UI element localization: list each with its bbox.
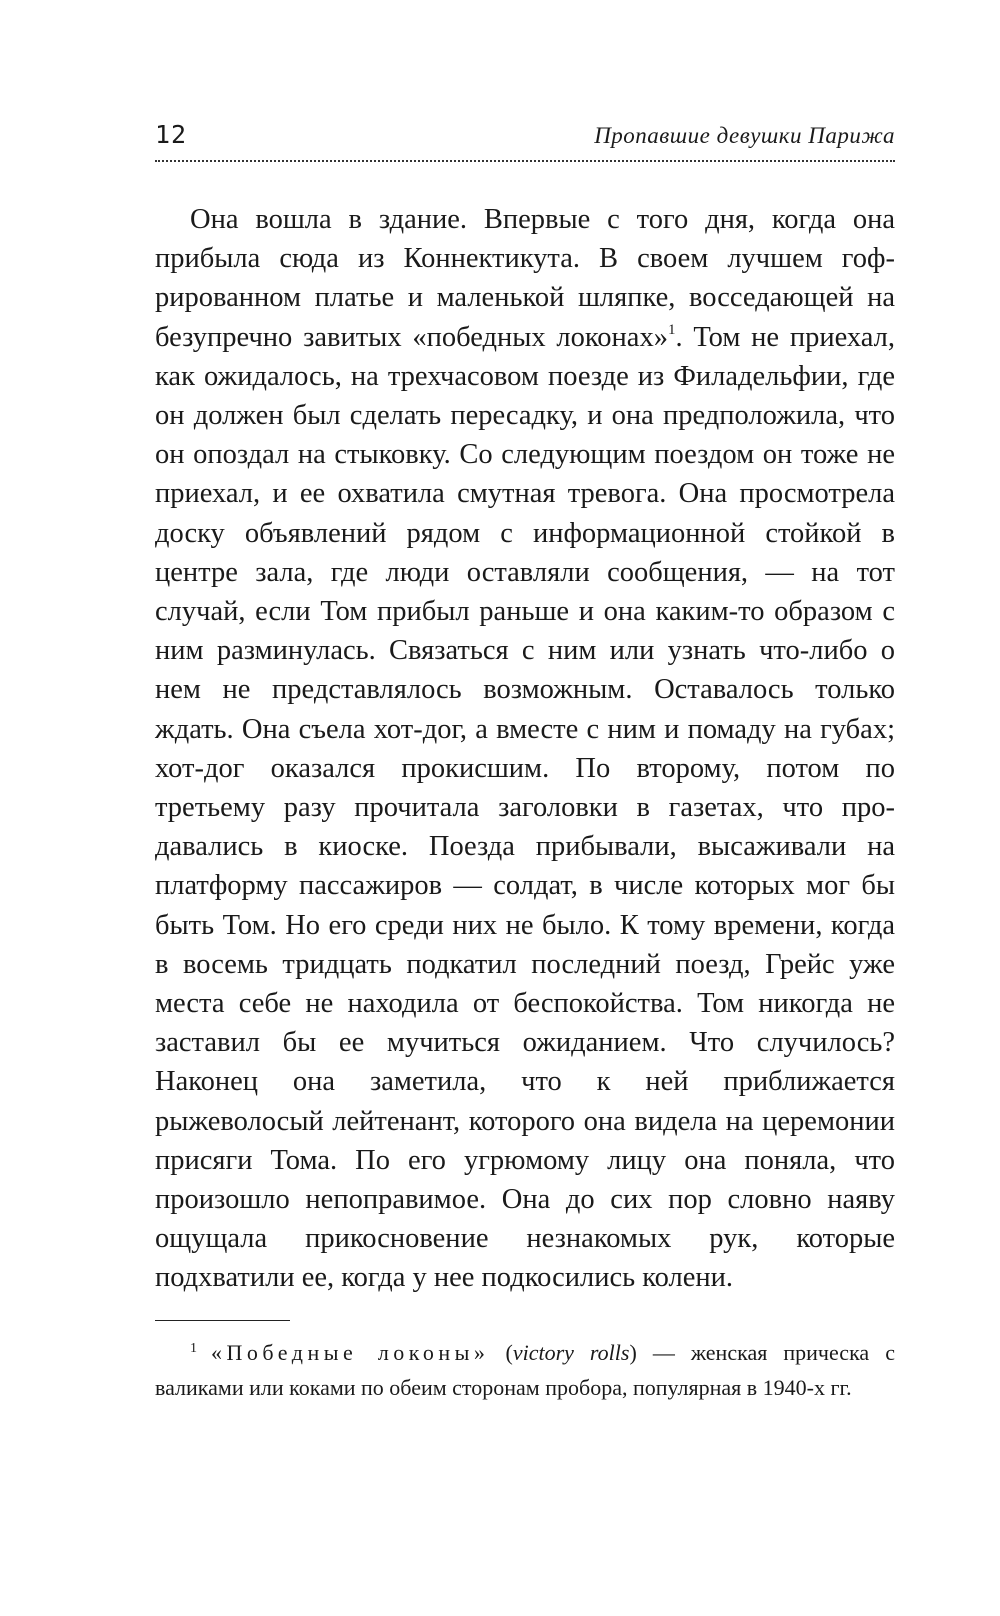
running-title: Пропавшие девушки Парижа <box>594 123 895 148</box>
body-text-part-2: . Том не приехал, как ожидалось, на трехчасовом поезде из Филадельфии, где он должен был сделать пересадку, и она предположила, что он опоздал на стыковку. Со следующим поездом он тоже не приехал, и ее охватила смутная тревога. Она просмотрела доску объявлений рядом с информационной стойкой в центре зала, где люди оставляли сообщения, — на тот случай, если Том прибыл раньше и она каким-то образом с ним разминулась. Связаться с ним или узнать что-либо о нем не представлялось возможным. Оставалось только ждать. Она съела хот-дог, а вместе с ним и помаду на губах; хот-дог оказался прокисшим. По второму, потом по третьему разу прочитала заголовки в газетах, что продавались в киоске. Поезда прибывали, высаживали на платформу пассажиров — солдат, в числе которых мог бы быть Том. Но его среди них не было. К тому времени, когда в восемь тридцать подкатил последний поезд, Грейс уже места себе не находила от беспокойства. Том никогда не заставил бы ее мучиться ожиданием. Что случилось? Наконец она заметила, что к ней приближается рыжеволосый лейтенант, которого она видела на церемонии присяги Тома. По его угрюмому лицу она поняла, что произошло непоправимое. Она до сих пор словно наяву ощущала прикосновение незнакомых рук, которые подхватили ее, когда у нее подкосились колени. <box>155 321 896 1294</box>
footnote-divider <box>155 1320 290 1321</box>
footnote-definition: — женская прическа с валиками или коками по обеим сторонам пробора, популярная в 1940-х гг. <box>155 1339 895 1400</box>
running-head <box>155 120 895 160</box>
footnote-term-original: victory rolls <box>512 1339 630 1365</box>
footnote-reference: 1 <box>667 321 676 338</box>
book-page <box>155 120 895 1427</box>
footnote: $^1$ «Победные локоны» (victory rolls) — женская прическа с валиками или коками по обеим сторонам пробора, популярная в 1940-х гг. <box>155 1339 895 1400</box>
body-text-part-1: Она вошла в здание. Впервые с того дня, когда она прибыла сюда из Коннектикута. В своем лучшем гофрированном платье и маленькой шляпке, восседающей на безупречно завитых «победных локонах» <box>155 204 895 353</box>
footnote-term: «Победные локоны» <box>211 1339 490 1365</box>
dotted-divider <box>155 160 895 162</box>
page-number: 12 <box>155 120 188 149</box>
footnote-marker: 1 <box>190 1340 197 1356</box>
body-paragraph <box>155 200 895 1298</box>
